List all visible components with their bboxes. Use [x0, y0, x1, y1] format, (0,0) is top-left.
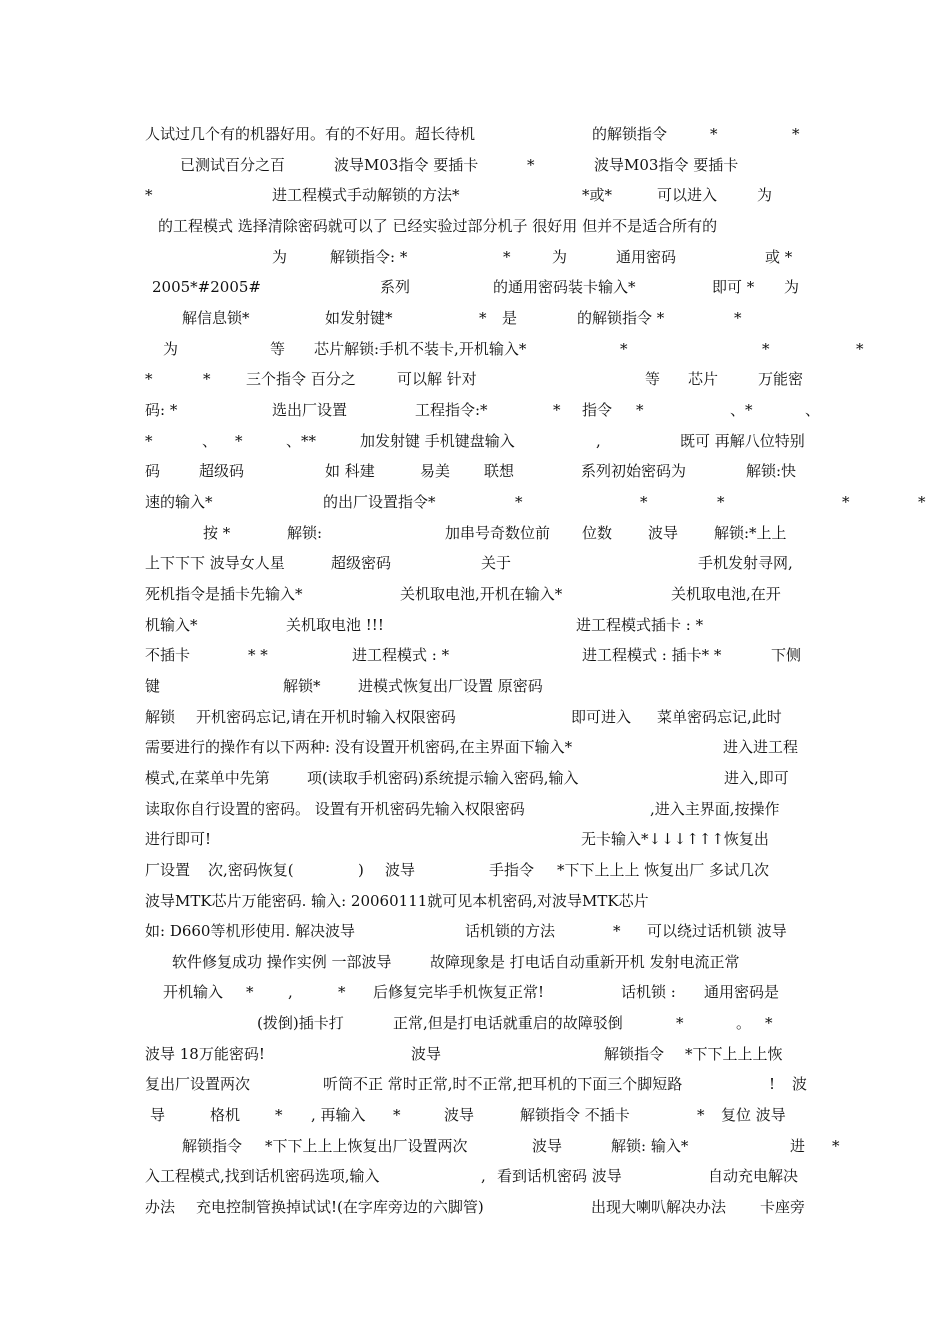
- text-segment: 波: [792, 1075, 808, 1094]
- text-segment: *下下上上上恢: [685, 1044, 783, 1063]
- text-segment: *: [856, 339, 864, 358]
- text-line: [0, 398, 950, 422]
- text-segment: 下侧: [771, 646, 802, 665]
- text-segment: *: [479, 308, 487, 327]
- text-line: [0, 153, 950, 177]
- text-segment: 波导: [648, 523, 679, 542]
- text-segment: 的通用密码装卡输入*: [493, 278, 636, 297]
- text-segment: 波导: [444, 1106, 475, 1125]
- text-segment: 码: [145, 462, 161, 481]
- text-segment: 开机输入: [163, 983, 224, 1002]
- text-segment: 波导: [532, 1136, 563, 1155]
- text-segment: 看到话机密码 波导: [497, 1167, 622, 1186]
- text-segment: 、*: [730, 400, 753, 419]
- text-segment: 易美: [420, 462, 451, 481]
- text-line: [0, 490, 950, 514]
- text-line: [0, 980, 950, 1004]
- text-segment: 关机取电池 !!!: [286, 615, 384, 634]
- text-segment: 已测试百分之百: [180, 155, 286, 174]
- text-segment: 芯片: [688, 370, 719, 389]
- text-segment: 等: [270, 339, 286, 358]
- text-line: [0, 1195, 950, 1219]
- text-segment: 联想: [484, 462, 515, 481]
- text-segment: 解锁指令 不插卡: [520, 1106, 630, 1125]
- text-segment: 开机密码忘记,请在开机时输入权限密码: [196, 707, 456, 726]
- text-segment: 听筒不正 常时正常,时不正常,把耳机的下面三个脚短路: [323, 1075, 683, 1094]
- text-segment: 进模式恢复出厂设置 原密码: [358, 676, 543, 695]
- text-segment: 人试过几个有的机器好用。有的不好用。超长待机: [145, 125, 476, 143]
- text-segment: 如 科建: [325, 462, 375, 481]
- text-segment: *: [762, 339, 770, 358]
- text-segment: 位数: [582, 523, 613, 542]
- text-segment: 办法: [145, 1198, 176, 1217]
- text-segment: *: [640, 492, 648, 511]
- text-line: [0, 643, 950, 667]
- text-segment: *: [765, 1014, 773, 1033]
- text-segment: 。: [736, 1014, 752, 1033]
- text-segment: 关机取电池,在开: [671, 584, 781, 603]
- text-segment: *: [620, 339, 628, 358]
- text-segment: 上下下下 波导女人星: [145, 554, 285, 573]
- text-segment: 软件修复成功 操作实例 一部波导: [172, 952, 392, 971]
- text-line: [0, 919, 950, 943]
- text-segment: 故障现象是 打电话自动重新开机 发射电流正常: [430, 952, 740, 971]
- text-segment: 波导: [385, 860, 416, 879]
- text-segment: (拨倒)插卡打: [257, 1014, 344, 1033]
- text-segment: 进工程模式手动解锁的方法*: [272, 186, 460, 205]
- text-segment: *: [734, 308, 742, 327]
- text-segment: 即可 *: [712, 278, 755, 297]
- text-segment: 进工程模式 : 插卡* *: [582, 646, 722, 665]
- text-segment: *下下上上上 恢复出厂 多试几次: [557, 860, 770, 879]
- text-segment: 不插卡: [145, 646, 191, 665]
- text-segment: *: [613, 922, 621, 941]
- text-segment: 复位 波导: [721, 1106, 786, 1125]
- text-segment: 系列: [380, 278, 411, 297]
- text-segment: ,: [596, 431, 601, 450]
- text-segment: 通用密码: [616, 247, 677, 266]
- text-line: [0, 183, 950, 207]
- text-segment: 指令: [582, 400, 613, 419]
- text-line: [0, 735, 950, 759]
- text-segment: *: [235, 431, 243, 450]
- text-segment: 的解锁指令: [592, 125, 668, 143]
- text-line: [0, 521, 950, 545]
- text-segment: !: [769, 1075, 776, 1094]
- text-segment: 三个指令 百分之: [246, 370, 356, 389]
- text-line: [0, 613, 950, 637]
- text-segment: *: [203, 370, 211, 389]
- text-segment: 进工程模式 : *: [352, 646, 450, 665]
- text-segment: 解锁: 输入*: [611, 1136, 689, 1155]
- text-segment: 手指令: [489, 860, 535, 879]
- text-line: [0, 367, 950, 391]
- text-segment: 加发射键 手机键盘输入: [360, 431, 515, 450]
- text-segment: 为: [272, 247, 288, 266]
- text-segment: *: [842, 492, 850, 511]
- text-segment: 2005*#2005#: [152, 278, 261, 297]
- text-segment: *下下上上上恢复出厂设置两次: [265, 1136, 468, 1155]
- text-line: [0, 1103, 950, 1127]
- text-segment: 可以解 针对: [397, 370, 477, 389]
- text-segment: 导: [150, 1106, 166, 1125]
- text-segment: 出现大喇叭解决办法: [591, 1198, 727, 1217]
- text-segment: 话机锁 :: [621, 983, 676, 1002]
- text-segment: 波导MTK芯片万能密码. 输入: 20060111就可见本机密码,对波导MTK芯片: [145, 891, 649, 910]
- text-segment: 卡座旁: [760, 1198, 806, 1217]
- text-segment: *或*: [582, 186, 613, 205]
- text-segment: 如: D660等机形使用. 解决波导: [145, 922, 356, 941]
- text-segment: *: [145, 370, 153, 389]
- text-line: [0, 1134, 950, 1158]
- text-segment: 等: [645, 370, 661, 389]
- text-segment: 为: [163, 339, 179, 358]
- text-line: [0, 1011, 950, 1035]
- text-line: [0, 337, 950, 361]
- text-line: [0, 1164, 950, 1188]
- text-segment: *: [246, 983, 254, 1002]
- text-segment: 为: [757, 186, 773, 205]
- text-segment: ): [358, 860, 364, 879]
- text-segment: *: [832, 1136, 840, 1155]
- text-segment: *: [503, 247, 511, 266]
- text-line: [0, 122, 950, 146]
- text-segment: 选出厂设置: [272, 400, 348, 419]
- text-line: [0, 459, 950, 483]
- text-segment: 、**: [286, 431, 317, 450]
- text-segment: 自动充电解决: [708, 1167, 799, 1186]
- text-segment: 为: [552, 247, 568, 266]
- text-line: [0, 214, 950, 238]
- text-segment: 解锁:快: [746, 462, 797, 481]
- text-segment: *: [145, 186, 153, 205]
- text-line: [0, 797, 950, 821]
- text-line: [0, 766, 950, 790]
- text-segment: 键: [145, 676, 161, 695]
- text-segment: 或 *: [765, 247, 793, 266]
- text-segment: 正常,但是打电话就重启的故障驳倒: [393, 1014, 623, 1033]
- text-segment: 可以进入: [657, 186, 718, 205]
- text-segment: 解锁指令: *: [330, 247, 408, 266]
- text-segment: *: [918, 492, 926, 511]
- text-segment: 工程指令:*: [415, 400, 488, 419]
- text-segment: 如发射键*: [325, 308, 393, 327]
- text-segment: 的工程模式 选择清除密码就可以了 已经实验过部分机子 很好用 但并不是适合所有的: [158, 216, 718, 235]
- text-line: [0, 705, 950, 729]
- text-line: [0, 889, 950, 913]
- text-segment: *: [275, 1106, 283, 1125]
- text-segment: 的出厂设置指令*: [323, 492, 436, 511]
- text-segment: 死机指令是插卡先输入*: [145, 584, 303, 603]
- text-segment: 为: [784, 278, 800, 297]
- text-segment: 关于: [481, 554, 512, 573]
- text-segment: 芯片解锁:手机不装卡,开机输入*: [314, 339, 527, 358]
- text-segment: 解锁指令: [182, 1136, 243, 1155]
- text-segment: *: [676, 1014, 684, 1033]
- text-segment: 厂设置: [145, 860, 191, 879]
- text-segment: 加串号奇数位前: [445, 523, 551, 542]
- text-segment: 进入,即可: [724, 768, 789, 787]
- text-segment: *: [636, 400, 644, 419]
- text-line: [0, 306, 950, 330]
- text-segment: *: [393, 1106, 401, 1125]
- text-segment: 模式,在菜单中先第: [145, 768, 270, 787]
- text-segment: ,: [288, 983, 293, 1002]
- text-segment: * *: [248, 646, 268, 665]
- text-line: [0, 858, 950, 882]
- text-segment: 码: *: [145, 400, 178, 419]
- text-segment: 波导 18万能密码!: [145, 1044, 265, 1063]
- text-segment: 手机发射寻网,: [698, 554, 793, 573]
- text-segment: 通用密码是: [704, 983, 780, 1002]
- text-line: [0, 674, 950, 698]
- text-segment: 复出厂设置两次: [145, 1075, 251, 1094]
- text-segment: , 再输入: [311, 1106, 366, 1125]
- text-line: [0, 950, 950, 974]
- text-segment: *: [697, 1106, 705, 1125]
- text-segment: 波导: [411, 1044, 442, 1063]
- text-line: [0, 582, 950, 606]
- text-segment: 、: [805, 400, 821, 419]
- text-segment: 解信息锁*: [182, 308, 250, 327]
- text-segment: 需要进行的操作有以下两种: 没有设置开机密码,在主界面下输入*: [145, 738, 573, 757]
- text-line: [0, 551, 950, 575]
- text-segment: 解锁: [145, 707, 176, 726]
- text-segment: 项(读取手机密码)系统提示输入密码,输入: [307, 768, 579, 787]
- text-segment: 、: [202, 431, 218, 450]
- text-segment: 超级码: [199, 462, 245, 481]
- text-segment: 速的输入*: [145, 492, 213, 511]
- text-segment: 可以绕过话机锁 波导: [647, 922, 787, 941]
- text-segment: 解锁:: [287, 523, 323, 542]
- text-segment: 入工程模式,找到话机密码选项,输入: [145, 1167, 380, 1186]
- text-segment: 超级密码: [331, 554, 392, 573]
- text-segment: *: [515, 492, 523, 511]
- text-segment: 关机取电池,开机在输入*: [400, 584, 563, 603]
- text-segment: 机输入*: [145, 615, 198, 634]
- text-segment: 格机: [210, 1106, 241, 1125]
- text-segment: 充电控制管换掉试试!(在字库旁边的六脚管): [196, 1198, 484, 1217]
- text-segment: ,进入主界面,按操作: [650, 799, 780, 818]
- text-segment: 既可 再解八位特别: [680, 431, 805, 450]
- text-segment: 解锁:*上上: [714, 523, 787, 542]
- text-segment: 系列初始密码为: [581, 462, 687, 481]
- text-segment: *: [145, 431, 153, 450]
- text-line: [0, 429, 950, 453]
- text-segment: 菜单密码忘记,此时: [657, 707, 782, 726]
- text-segment: 按 *: [203, 523, 231, 542]
- text-line: [0, 275, 950, 299]
- text-segment: 进行即可!: [145, 830, 212, 849]
- text-segment: 进入进工程: [723, 738, 799, 757]
- text-line: [0, 245, 950, 269]
- text-line: [0, 1042, 950, 1066]
- text-segment: 解锁指令: [604, 1044, 665, 1063]
- text-segment: *: [553, 400, 561, 419]
- text-segment: 次,密码恢复(: [208, 860, 294, 879]
- text-segment: 读取你自行设置的密码。 设置有开机密码先输入权限密码: [145, 799, 525, 818]
- text-segment: ,: [481, 1167, 486, 1186]
- text-segment: 波导M03指令 要插卡: [594, 155, 739, 174]
- text-segment: 话机锁的方法: [465, 922, 556, 941]
- text-line: [0, 827, 950, 851]
- text-segment: *: [717, 492, 725, 511]
- text-segment: 是: [502, 308, 518, 327]
- text-segment: 后修复完毕手机恢复正常!: [373, 983, 545, 1002]
- text-segment: 进: [790, 1136, 806, 1155]
- text-segment: 的解锁指令 *: [577, 308, 665, 327]
- text-segment: *: [338, 983, 346, 1002]
- text-segment: 即可进入: [571, 707, 632, 726]
- text-segment: *: [710, 125, 718, 143]
- text-segment: *: [527, 155, 535, 174]
- text-segment: 解锁*: [283, 676, 321, 695]
- text-line: [0, 1072, 950, 1096]
- text-segment: *: [792, 125, 800, 143]
- text-segment: 无卡输入*↓↓↓↑↑↑恢复出: [581, 830, 769, 849]
- text-segment: 进工程模式插卡 : *: [576, 615, 704, 634]
- text-segment: 万能密: [758, 370, 804, 389]
- text-segment: 波导M03指令 要插卡: [334, 155, 479, 174]
